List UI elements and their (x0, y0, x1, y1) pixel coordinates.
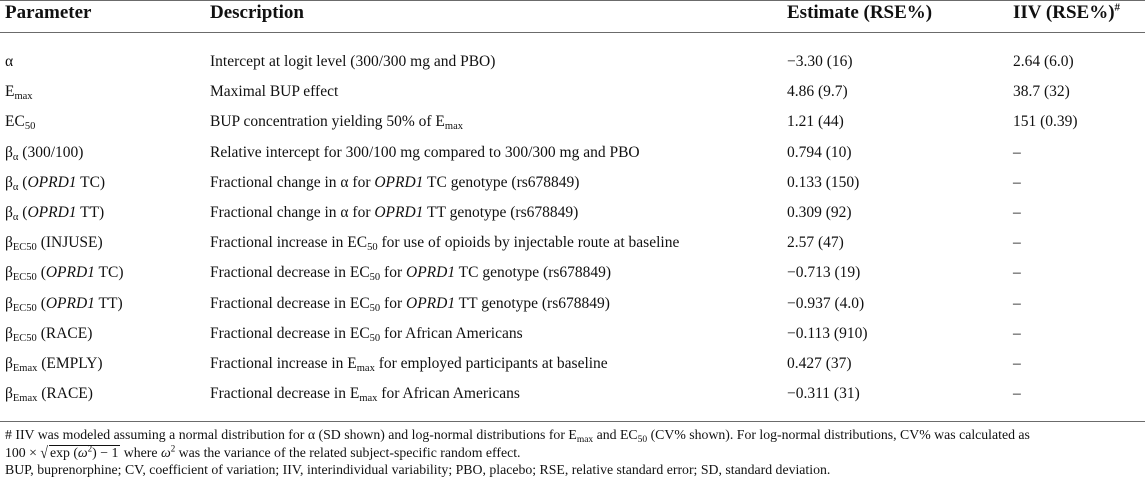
cell-parameter (5, 143, 83, 163)
cell-estimate: −0.311 (31) (787, 385, 860, 403)
cell-iiv: 151 (0.39) (1013, 113, 1078, 131)
header-parameter: Parameter (5, 2, 92, 23)
cell-parameter (5, 173, 105, 193)
description-text: Fractional decrease in EC (210, 324, 370, 342)
parameter-subscript: α (12, 151, 19, 163)
parameter-subscript: EC50 (12, 302, 37, 314)
description-text: BUP concentration yielding 50% of E (210, 113, 445, 131)
description-text: Fractional change in α for (210, 203, 375, 221)
parameter-qualifier: TT) (76, 203, 105, 221)
description-text: Intercept at logit level (300/300 mg and PBO) (210, 53, 496, 70)
cell-description (210, 354, 608, 374)
footnote-text: was the variance of the related subject-specific random effect. (175, 444, 521, 460)
description-text: Maximal BUP effect (210, 83, 339, 101)
cell-iiv: – (1013, 354, 1021, 372)
footnote-abbreviations: BUP, buprenorphine; CV, coefficient of variation; IIV, interindividual variability; PBO, placebo; RSE, relative standard error; SD, standard deviation. (5, 462, 831, 477)
cell-estimate: −0.937 (4.0) (787, 294, 865, 312)
cell-iiv: – (1013, 324, 1021, 342)
table-bottom-rule (0, 421, 1145, 422)
parameter-symbol: α (5, 53, 14, 70)
description-text: for African Americans (380, 324, 523, 342)
table-row (0, 324, 1145, 354)
cell-parameter (5, 294, 123, 314)
parameter-symbol: β (5, 234, 13, 252)
description-gene: OPRD1 (374, 203, 424, 221)
footnote-text: (CV% shown). For log-normal distributions, CV% was calculated as (647, 427, 1030, 442)
cell-iiv: – (1013, 234, 1021, 252)
description-text: for African Americans (377, 385, 520, 403)
parameter-qualifier: (300/100) (18, 143, 84, 161)
cell-iiv: – (1013, 173, 1021, 191)
description-text: Fractional decrease in E (210, 385, 360, 403)
cell-parameter (5, 233, 103, 253)
cell-parameter (5, 384, 93, 404)
cell-parameter (5, 324, 92, 344)
description-text: Fractional decrease in EC (210, 264, 370, 282)
description-subscript: max (444, 121, 463, 133)
cell-description (210, 52, 495, 72)
table-row (0, 173, 1145, 203)
parameter-gene: OPRD1 (27, 173, 77, 191)
footnote-text: # IIV was modeled assuming a normal distribution for α (SD shown) and log-normal distributions for E (5, 427, 577, 442)
footnote-superscript: 2 (87, 442, 93, 453)
cell-estimate: 4.86 (9.7) (787, 83, 848, 101)
cell-iiv: – (1013, 264, 1021, 282)
table-row (0, 52, 1145, 82)
cell-description (210, 82, 338, 102)
footnote-text: 100 × (5, 444, 41, 460)
parameter-symbol: β (5, 203, 13, 221)
description-subscript: 50 (369, 302, 381, 314)
parameter-subscript: EC50 (12, 242, 37, 254)
cell-description (210, 173, 579, 193)
table-row (0, 294, 1145, 324)
footnote-iiv-2 (5, 444, 1140, 462)
cell-iiv: 2.64 (6.0) (1013, 53, 1074, 70)
header-iiv-footnote-mark: # (1114, 1, 1121, 14)
cell-estimate: 0.133 (150) (787, 173, 860, 191)
cell-description (210, 384, 520, 404)
parameter-subscript: Emax (12, 362, 38, 374)
description-gene: OPRD1 (406, 264, 456, 282)
parameter-symbol: E (5, 83, 15, 101)
cell-estimate: −3.30 (16) (787, 53, 853, 70)
parameter-gene: OPRD1 (45, 264, 95, 282)
table-row (0, 143, 1145, 173)
parameter-subscript: EC50 (12, 272, 37, 284)
parameter-subscript: α (12, 181, 19, 193)
footnote-subscript: max (576, 435, 594, 445)
parameter-qualifier: TC) (94, 264, 124, 282)
cell-estimate: 0.794 (10) (787, 143, 852, 161)
description-gene: OPRD1 (374, 173, 424, 191)
parameter-qualifier: (RACE) (36, 324, 93, 342)
footnote-text: ) − 1 (92, 444, 119, 460)
cell-parameter (5, 82, 33, 102)
table-row (0, 384, 1145, 414)
table-row (0, 112, 1145, 142)
description-subscript: 50 (369, 332, 381, 344)
omega-symbol: ω (77, 444, 88, 460)
description-text: for employed participants at baseline (374, 354, 608, 372)
parameter-qualifier: (RACE) (37, 385, 93, 403)
parameter-subscript: max (14, 91, 33, 103)
parameter-symbol: β (5, 173, 13, 191)
cell-estimate: 0.427 (37) (787, 354, 852, 372)
parameter-subscript: α (12, 211, 19, 223)
cell-estimate: 0.309 (92) (787, 203, 852, 221)
cell-estimate: 1.21 (44) (787, 113, 844, 131)
omega-symbol: ω (160, 444, 171, 460)
cell-description (210, 233, 679, 253)
description-gene: OPRD1 (406, 294, 456, 312)
parameter-qualifier: TT) (94, 294, 123, 312)
parameter-qualifier: TC) (76, 173, 106, 191)
description-subscript: 50 (367, 242, 378, 254)
description-text: TC genotype (rs678849) (455, 264, 612, 282)
cell-parameter (5, 112, 35, 132)
header-iiv-text: IIV (RSE%) (1013, 2, 1115, 23)
description-text: for use of opioids by injectable route at baseline (377, 234, 680, 252)
cell-estimate: −0.113 (910) (787, 324, 868, 342)
description-text: Fractional decrease in EC (210, 294, 370, 312)
table-top-rule (0, 0, 1145, 1)
header-estimate: Estimate (RSE%) (787, 2, 933, 23)
footnote-text: and EC (593, 427, 638, 442)
table-row (0, 354, 1145, 384)
cell-parameter (5, 203, 104, 223)
description-text: for (380, 264, 406, 282)
cell-iiv: – (1013, 203, 1021, 221)
parameter-symbol: EC (5, 113, 25, 131)
parameter-subscript: EC50 (12, 332, 37, 344)
table-header-rule (0, 32, 1145, 33)
cell-description (210, 324, 523, 344)
parameter-qualifier: ( (36, 264, 46, 282)
sqrt-expression (49, 442, 120, 460)
cell-estimate: −0.713 (19) (787, 264, 861, 282)
cell-description (210, 294, 610, 314)
table-row (0, 203, 1145, 233)
cell-description (210, 112, 463, 132)
table-footnotes (5, 426, 1140, 479)
parameter-subscript: 50 (24, 121, 36, 133)
table-body (0, 52, 1145, 414)
cell-iiv: – (1013, 143, 1021, 161)
parameter-symbol: β (5, 143, 13, 161)
parameter-qualifier: (EMPLY) (37, 354, 103, 372)
table-row (0, 82, 1145, 112)
footnote-iiv-1 (5, 426, 1140, 444)
cell-description (210, 143, 640, 163)
cell-iiv: – (1013, 385, 1021, 403)
cell-description (210, 203, 578, 223)
cell-parameter (5, 263, 124, 283)
description-text: Fractional increase in E (210, 354, 357, 372)
footnote-superscript: 2 (170, 442, 176, 453)
footnote-text: where (120, 444, 161, 460)
description-subscript: 50 (369, 272, 381, 284)
parameter-qualifier: ( (18, 203, 28, 221)
parameter-symbol: β (5, 264, 13, 282)
description-text: TT genotype (rs678849) (423, 203, 579, 221)
cell-iiv: 38.7 (32) (1013, 83, 1070, 101)
parameter-symbol: β (5, 324, 13, 342)
header-iiv (1013, 0, 1120, 30)
description-text: for (380, 294, 406, 312)
parameter-gene: OPRD1 (27, 203, 77, 221)
description-text: TT genotype (rs678849) (455, 294, 610, 312)
footnote-subscript: 50 (637, 435, 648, 445)
parameter-qualifier: (INJUSE) (36, 234, 103, 252)
description-text: Fractional change in α for (210, 173, 375, 191)
parameter-gene: OPRD1 (45, 294, 95, 312)
parameter-symbol: β (5, 294, 13, 312)
footnote-text: exp ( (49, 444, 78, 460)
parameter-subscript: Emax (12, 393, 38, 405)
parameter-symbol: β (5, 385, 13, 403)
table-row (0, 263, 1145, 293)
parameter-qualifier: ( (18, 173, 28, 191)
parameter-symbol: β (5, 354, 13, 372)
header-description: Description (210, 2, 304, 23)
cell-description (210, 263, 611, 283)
cell-parameter (5, 52, 13, 72)
cell-estimate: 2.57 (47) (787, 234, 844, 252)
cell-iiv: – (1013, 294, 1021, 312)
sqrt-symbol: √ (40, 442, 48, 461)
description-subscript: max (356, 362, 375, 374)
cell-parameter (5, 354, 103, 374)
description-text: Fractional increase in EC (210, 234, 368, 252)
table-row (0, 233, 1145, 263)
description-text: Relative intercept for 300/100 mg compared to 300/300 mg and PBO (210, 143, 640, 161)
parameter-qualifier: ( (36, 294, 46, 312)
description-subscript: max (359, 393, 378, 405)
description-text: TC genotype (rs678849) (423, 173, 580, 191)
